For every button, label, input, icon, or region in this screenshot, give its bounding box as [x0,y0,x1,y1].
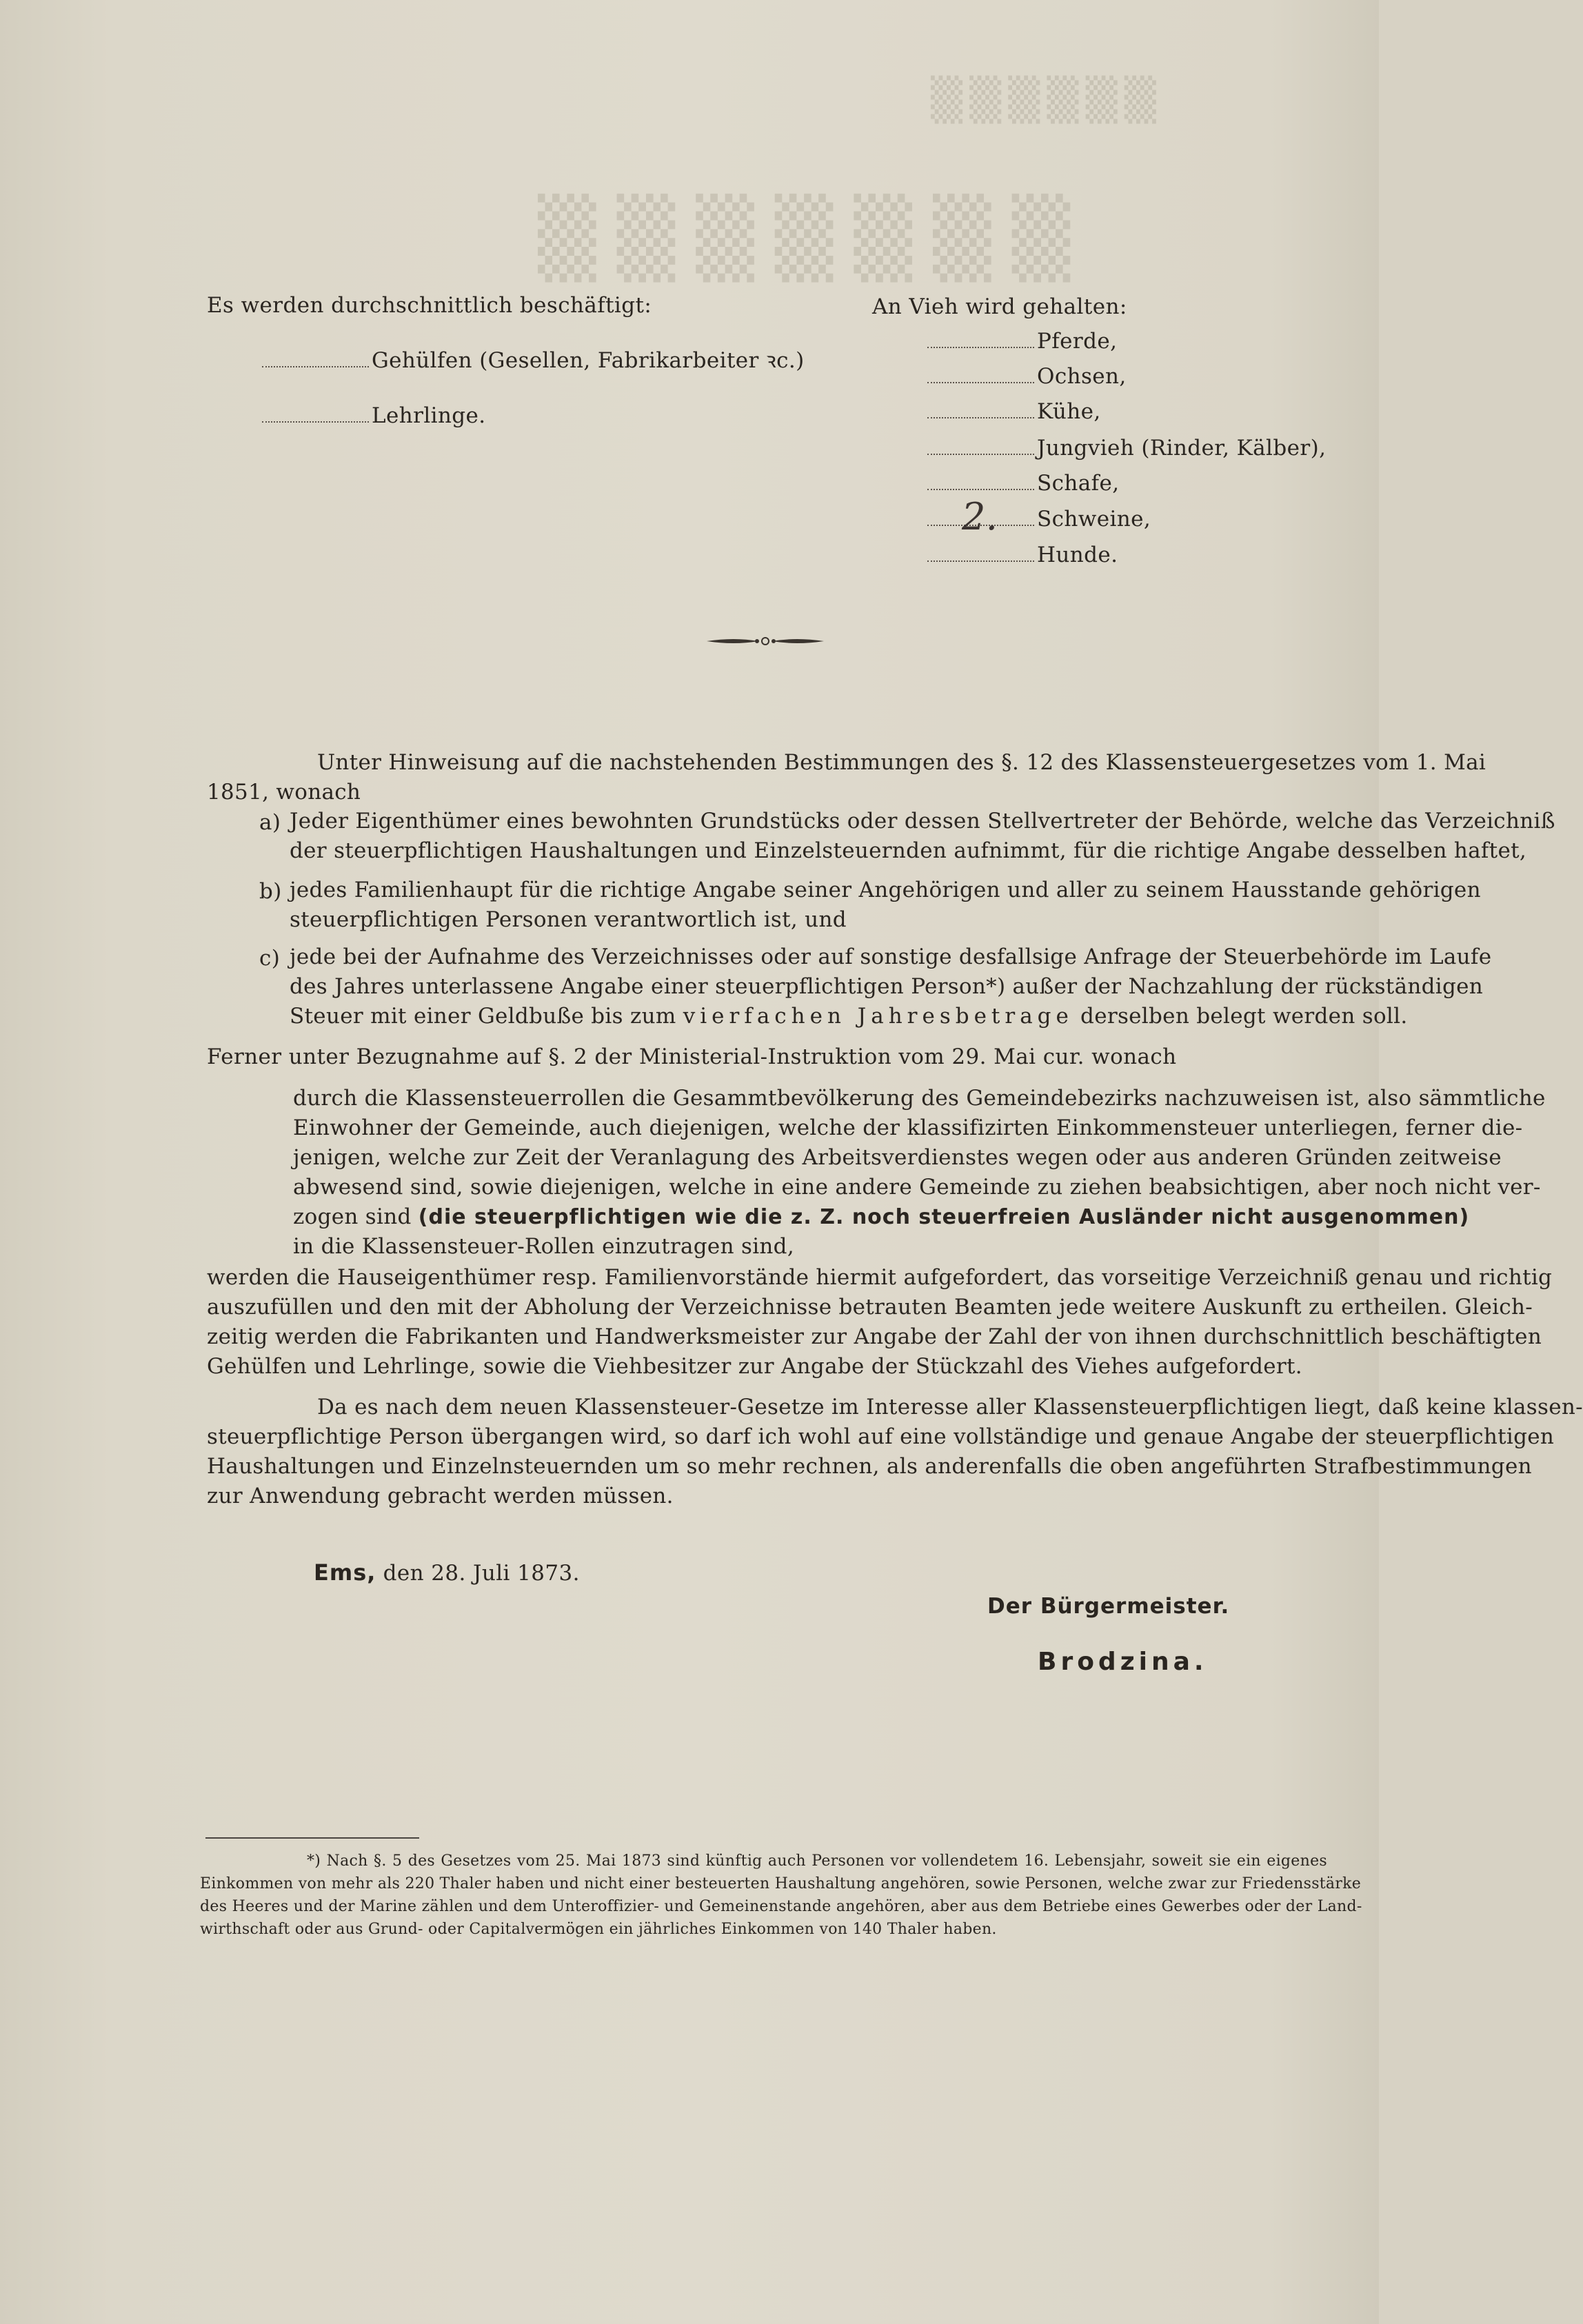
horses-count-field[interactable] [927,347,1034,348]
item-c-text [290,942,1492,1031]
assistants-count-field[interactable] [262,366,369,367]
employees-heading: Es werden durchschnittlich beschäftigt: [207,293,652,318]
livestock-row-sheep [927,473,1120,494]
sheep-count-field[interactable] [927,489,1034,490]
apprentices-label: Lehrlinge. [372,403,486,428]
item-a-marker: a) [259,810,281,835]
bleed-through-header: ▒▒▒▒▒▒ [931,76,1163,124]
livestock-row-oxen [927,366,1127,387]
young-cattle-label: Jungvieh (Rinder, Kälber), [1037,436,1327,461]
item-c-last-line [290,1002,1408,1031]
closing-line: steuerpflichtige Person übergangen wird, so darf ich wohl auf eine vollständige und genaue Angabe der steuerpflichtigen [207,1424,1555,1449]
ornament-divider [583,633,948,649]
employees-row-assistants [262,350,805,372]
oxen-count-field[interactable] [927,382,1034,383]
intro-line: 1851, wonach [207,780,361,805]
quote-line: abwesend sind, sowie diejenigen, welche in eine andere Gemeinde zu ziehen beabsichtigen, aber noch nicht ver- [293,1175,1541,1200]
horses-label: Pferde, [1037,329,1118,354]
footnote-rule [205,1837,419,1839]
dogs-count-field[interactable] [927,560,1034,562]
item-b-line: jedes Familienhaupt für die richtige Angabe seiner Angehörigen und aller zu seinem Hausstande gehörigen [290,878,1481,902]
bleed-through-title: ▒▒▒▒▒▒▒ [538,193,1091,282]
intro-line: Unter Hinweisung auf die nachstehenden Bestimmungen des §. 12 des Klassensteuergesetzes vom 1. Mai [317,750,1486,775]
intro-paragraph [207,748,1486,807]
young-cattle-count-field[interactable] [927,454,1034,455]
livestock-row-young-cattle [927,438,1326,459]
quote-line: jenigen, welche zur Zeit der Veranlagung des Arbeitsverdienstes wegen oder aus anderen Gründen zeitweise [293,1145,1502,1170]
employees-row-apprentices [262,405,486,427]
item-a-line: Jeder Eigenthümer eines bewohnten Grundstücks oder dessen Stellvertreter der Behörde, welche das Verzeichniß [290,809,1555,833]
item-c-last-prefix: Steuer mit einer Geldbuße bis zum [290,1004,676,1029]
item-c-emphasis: vierfachen Jahresbetrage [683,1004,1073,1029]
apprentices-count-field[interactable] [262,421,369,423]
quote-line: durch die Klassensteuerrollen die Gesammtbevölkerung des Gemeindebezirks nachzuweisen ist, also sämmtliche [293,1086,1546,1111]
quote-line: Einwohner der Gemeinde, auch diejenigen, welche der klassifizirten Einkommensteuer unterliegen, ferner die- [293,1115,1523,1140]
quote-bold-text: (die steuerpflichtigen wie die z. Z. noch steuerfreien Ausländer nicht ausgenommen) [418,1205,1470,1229]
item-c-last-suffix: derselben belegt werden soll. [1080,1004,1408,1029]
assistants-label: Gehülfen (Gesellen, Fabrikarbeiter ꝛc.) [372,348,805,373]
oxen-label: Ochsen, [1037,364,1127,389]
footnote-line: *) Nach §. 5 des Gesetzes vom 25. Mai 1873 sind künftig auch Personen vor vollendetem 16. Lebensjahr, soweit sie ein eigenes [307,1852,1327,1870]
place-name: Ems, [314,1559,376,1586]
pigs-handwritten-count: 2. [962,495,998,538]
signatory-name: Brodzina. [1038,1648,1208,1676]
quote-prefix: zogen sind [293,1204,412,1229]
dogs-label: Hunde. [1037,543,1118,567]
signatory-title: Der Bürgermeister. [987,1594,1230,1619]
request-line: werden die Hauseigenthümer resp. Familienvorstände hiermit aufgefordert, das vorseitige Verzeichniß genau und richtig [207,1265,1553,1290]
item-a-text [290,807,1555,866]
request-line: auszufüllen und den mit der Abholung der Verzeichnisse betrauten Beamten jede weitere Auskunft zu ertheilen. Gleich- [207,1295,1533,1320]
item-c-marker: c) [259,946,281,971]
item-c-line: jede bei der Aufnahme des Verzeichnisses oder auf sonstige desfallsige Anfrage der Steuerbehörde im Laufe [290,944,1492,969]
livestock-row-dogs [927,545,1118,566]
item-b-marker: b) [259,879,282,904]
livestock-row-cows [927,401,1101,423]
footnote-line: Einkommen von mehr als 220 Thaler haben und nicht einer besteuerten Haushaltung angehören, sowie Personen, welche zwar zur Friedensstärke [200,1875,1362,1892]
pigs-count-field[interactable] [927,495,1034,538]
footnote [200,1850,1362,1941]
instruction-quote [293,1084,1546,1262]
place-date-line [314,1559,580,1586]
livestock-row-pigs [927,495,1151,538]
quote-bold-line [293,1202,1470,1232]
cows-count-field[interactable] [927,417,1034,418]
closing-line: Da es nach dem neuen Klassensteuer-Gesetze im Interesse aller Klassensteuerpflichtigen liegt, daß keine klassen- [317,1395,1583,1419]
ferner-line: Ferner unter Bezugnahme auf §. 2 der Ministerial-Instruktion vom 29. Mai cur. wonach [207,1044,1177,1069]
quote-end-line: in die Klassensteuer-Rollen einzutragen sind, [293,1234,794,1259]
request-paragraph [207,1263,1553,1382]
livestock-heading: An Vieh wird gehalten: [872,294,1127,319]
item-c-line: des Jahres unterlassene Angabe einer steuerpflichtigen Person*) außer der Nachzahlung der rückständigen [290,974,1484,999]
item-a-line: der steuerpflichtigen Haushaltungen und Einzelsteuernden aufnimmt, für die richtige Angabe desselben haftet, [290,838,1526,863]
pigs-label: Schweine, [1037,507,1151,532]
date-text: den 28. Juli 1873. [383,1561,580,1586]
closing-paragraph [207,1393,1583,1511]
item-b-text [290,876,1481,935]
request-line: Gehülfen und Lehrlinge, sowie die Viehbesitzer zur Angabe der Stückzahl des Viehes aufgefordert. [207,1354,1302,1379]
item-b-line: steuerpflichtigen Personen verantwortlich ist, und [290,907,847,932]
closing-line: zur Anwendung gebracht werden müssen. [207,1484,674,1508]
request-line: zeitig werden die Fabrikanten und Handwerksmeister zur Angabe der Zahl der von ihnen durchschnittlich beschäftigten [207,1324,1542,1349]
livestock-row-horses [927,331,1117,352]
sheep-label: Schafe, [1037,471,1120,496]
footnote-line: wirthschaft oder aus Grund- oder Capitalvermögen ein jährliches Einkommen von 140 Thaler haben. [200,1921,997,1938]
footnote-line: des Heeres und der Marine zählen und dem Unteroffizier- und Gemeinenstande angehören, aber aus dem Betriebe eines Gewerbes oder der Land- [200,1898,1362,1915]
closing-line: Haushaltungen und Einzelnsteuernden um so mehr rechnen, als anderenfalls die oben angeführten Strafbestimmungen [207,1454,1532,1479]
cows-label: Kühe, [1037,399,1101,424]
